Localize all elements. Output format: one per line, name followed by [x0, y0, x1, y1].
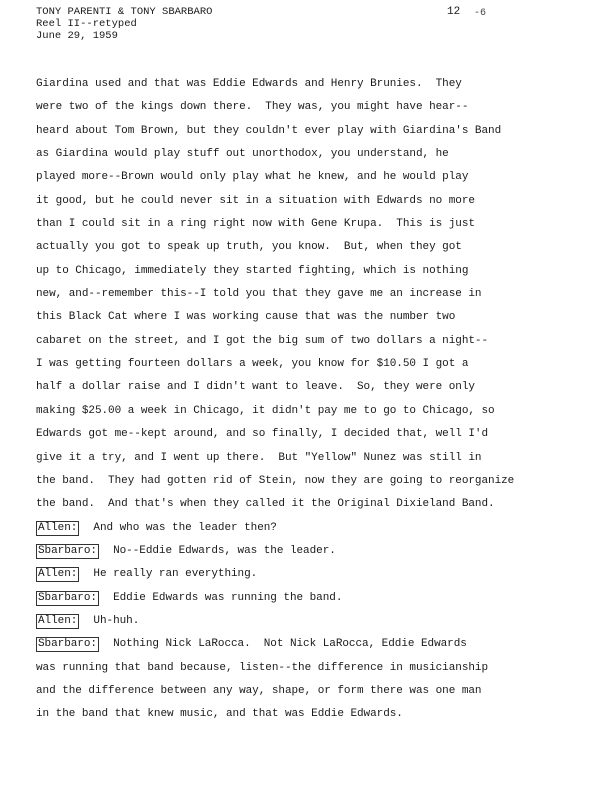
transcript-body [36, 73, 596, 727]
text-line: half a dollar raise and I didn't want to leave. So, they were only [36, 381, 475, 394]
dialogue-text: No--Eddie Edwards, was the leader. [113, 544, 336, 557]
speaker-label: Allen: [38, 568, 78, 581]
text-line: actually you got to speak up truth, you know. But, when they got [36, 241, 462, 254]
header-interviewees: TONY PARENTI & TONY SBARBARO [36, 6, 213, 18]
speaker-label: Sbarbaro: [38, 638, 97, 651]
dialogue-line [36, 633, 596, 656]
header-date: June 29, 1959 [36, 30, 118, 42]
text-line: up to Chicago, immediately they started fighting, which is nothing [36, 264, 469, 277]
dialogue-text: Uh-huh. [93, 614, 140, 627]
speaker-label: Sbarbaro: [38, 591, 97, 604]
dialogue-line [36, 563, 596, 586]
text-line: give it a try, and I went up there. But "Yellow" Nunez was still in [36, 451, 482, 464]
speaker-label: Allen: [38, 614, 78, 627]
text-line: than I could sit in a ring right now with Gene Krupa. This is just [36, 218, 475, 231]
text-line: and the difference between any way, shape, or form there was one man [36, 684, 482, 697]
text-line: the band. They had gotten rid of Stein, now they are going to reorganize [36, 474, 515, 487]
text-line: the band. And that's when they called it the Original Dixieland Band. [36, 498, 495, 511]
text-line: this Black Cat where I was working cause that was the number two [36, 311, 456, 324]
text-line: were two of the kings down there. They was, you might have hear-- [36, 101, 469, 114]
header-reel: Reel II--retyped [36, 18, 137, 30]
text-line: making $25.00 a week in Chicago, it didn't pay me to go to Chicago, so [36, 404, 495, 417]
page-header [36, 6, 212, 42]
dialogue-line [36, 610, 596, 633]
dialogue-line [36, 517, 596, 540]
text-line: was running that band because, listen--the difference in musicianship [36, 661, 489, 674]
text-line: cabaret on the street, and I got the big sum of two dollars a night-- [36, 334, 489, 347]
text-line: heard about Tom Brown, but they couldn't ever play with Giardina's Band [36, 124, 502, 137]
text-line: it good, but he could never sit in a situation with Edwards no more [36, 194, 475, 207]
dialogue-text: And who was the leader then? [93, 521, 277, 534]
dialogue-text: Nothing Nick LaRocca. Not Nick LaRocca, Eddie Edwards [113, 638, 467, 651]
page-number: 12 [447, 6, 461, 18]
text-line: I was getting fourteen dollars a week, you know for $10.50 I got a [36, 358, 469, 371]
text-line: Edwards got me--kept around, and so finally, I decided that, well I'd [36, 428, 489, 441]
text-line: as Giardina would play stuff out unorthodox, you understand, he [36, 148, 449, 161]
handwritten-page-mark: -6 [474, 8, 487, 19]
dialogue-text: Eddie Edwards was running the band. [113, 591, 343, 604]
dialogue-line [36, 587, 596, 610]
text-line: new, and--remember this--I told you that they gave me an increase in [36, 288, 482, 301]
speaker-label: Sbarbaro: [38, 544, 97, 557]
text-line: played more--Brown would only play what he knew, and he would play [36, 171, 469, 184]
dialogue-text: He really ran everything. [93, 568, 258, 581]
speaker-label: Allen: [38, 521, 78, 534]
dialogue-line [36, 540, 596, 563]
text-line: in the band that knew music, and that was Eddie Edwards. [36, 708, 403, 721]
text-line: Giardina used and that was Eddie Edwards and Henry Brunies. They [36, 78, 462, 90]
